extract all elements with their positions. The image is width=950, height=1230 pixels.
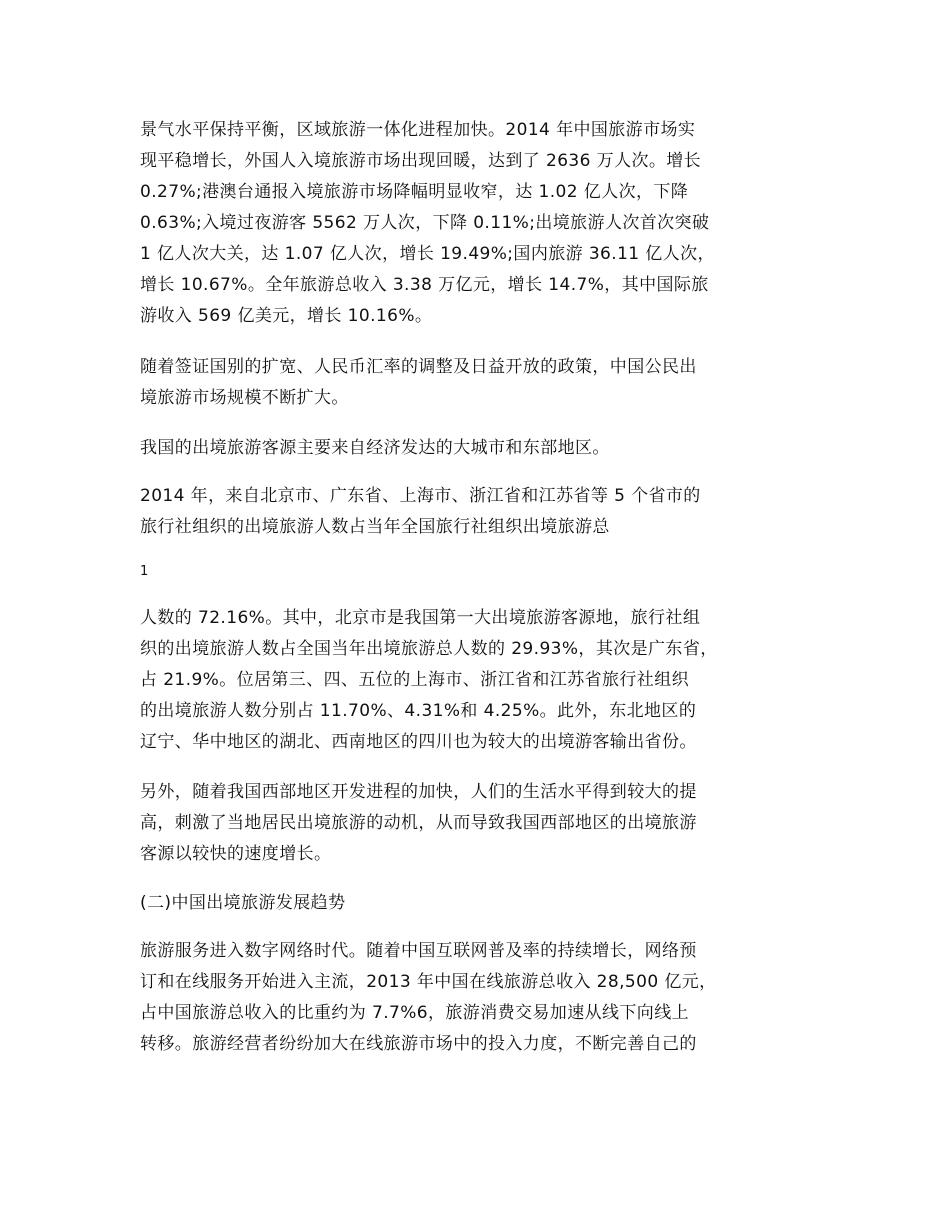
paragraph-source-regions: [140, 433, 840, 464]
text-line: 订和在线服务开始进入主流，2013 年中国在线旅游总收入 28,500 亿元，: [140, 972, 717, 992]
text-line: 占 21.9%。位居第三、四、五位的上海市、浙江省和江苏省旅行社组织: [140, 670, 690, 690]
text-line: 2014 年，来自北京市、广东省、上海市、浙江省和江苏省等 5 个省市的: [140, 486, 701, 506]
text-line: 0.63%;入境过夜游客 5562 万人次，下降 0.11%;出境旅游人次首次突破: [140, 213, 710, 233]
text-line: 景气水平保持平衡，区域旅游一体化进程加快。2014 年中国旅游市场实: [140, 120, 696, 140]
paragraph-beijing-share: [140, 603, 840, 758]
text-line: 0.27%;港澳台通报入境旅游市场降幅明显收窄，达 1.02 亿人次，下降: [140, 182, 689, 202]
text-line: 我国的出境旅游客源主要来自经济发达的大城市和东部地区。: [140, 438, 610, 458]
paragraph-tourism-statistics: [140, 115, 840, 332]
text-line: 另外，随着我国西部地区开发进程的加快，人们的生活水平得到较大的提: [140, 782, 697, 802]
paragraph-visa-policy: [140, 352, 840, 414]
text-line: 随着签证国别的扩宽、人民币汇率的调整及日益开放的政策，中国公民出: [140, 357, 697, 377]
text-line: 高，刺激了当地居民出境旅游的动机，从而导致我国西部地区的出境旅游: [140, 813, 697, 833]
page-number: [140, 564, 840, 580]
section-heading-text: (二)中国出境旅游发展趋势: [140, 893, 346, 913]
text-line: 织的出境旅游人数占全国当年出境旅游总人数的 29.93%，其次是广东省，: [140, 639, 718, 659]
text-line: 辽宁、华中地区的湖北、西南地区的四川也为较大的出境游客输出省份。: [140, 732, 697, 752]
section-heading: [140, 888, 840, 919]
text-line: 旅行社组织的出境旅游人数占当年全国旅行社组织出境旅游总: [140, 517, 610, 537]
text-line: 占中国旅游总收入的比重约为 7.7%6，旅游消费交易加速从线下向线上: [140, 1003, 690, 1023]
page-number-text: 1: [140, 564, 149, 579]
text-line: 转移。旅游经营者纷纷加大在线旅游市场中的投入力度，不断完善自己的: [140, 1034, 697, 1054]
paragraph-five-provinces: [140, 481, 840, 543]
text-line: 1 亿人次大关，达 1.07 亿人次，增长 19.49%;国内旅游 36.11 亿人次，: [140, 244, 715, 264]
text-line: 旅游服务进入数字网络时代。随着中国互联网普及率的持续增长，网络预: [140, 941, 697, 961]
text-line: 的出境旅游人数分别占 11.70%、4.31%和 4.25%。此外，东北地区的: [140, 701, 697, 721]
paragraph-western-region: [140, 777, 840, 870]
text-line: 现平稳增长，外国人入境旅游市场出现回暖，达到了 2636 万人次。增长: [140, 151, 702, 171]
text-line: 境旅游市场规模不断扩大。: [140, 388, 349, 408]
text-line: 客源以较快的速度增长。: [140, 844, 332, 864]
paragraph-digital-era: [140, 936, 840, 1060]
text-line: 游收入 569 亿美元，增长 10.16%。: [140, 306, 433, 326]
text-line: 人数的 72.16%。其中，北京市是我国第一大出境旅游客源地，旅行社组: [140, 608, 701, 628]
text-line: 增长 10.67%。全年旅游总收入 3.38 万亿元，增长 14.7%，其中国际旅: [140, 275, 709, 295]
